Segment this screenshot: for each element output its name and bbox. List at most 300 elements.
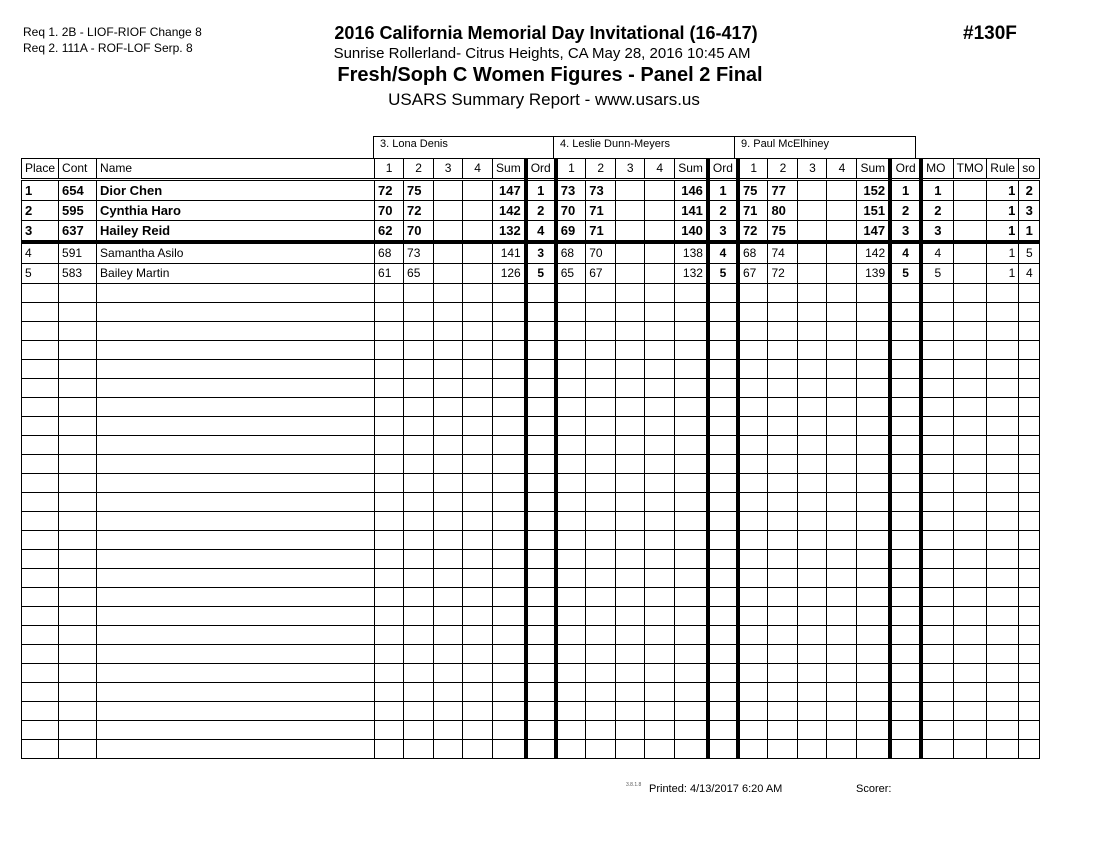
judge1-score4-cell (463, 264, 493, 284)
judge2-ord-cell (708, 740, 738, 759)
rule-cell (987, 303, 1019, 322)
name-cell (97, 721, 375, 740)
table-row (22, 201, 1040, 221)
judge3-score4-cell (827, 264, 857, 284)
empty-row (22, 284, 1040, 303)
cont-cell: 591 (59, 242, 97, 264)
judge2-ord-cell: 2 (708, 201, 738, 221)
mo-cell (921, 379, 953, 398)
judge2-score4-cell (645, 398, 675, 417)
judge2-score2-cell (586, 379, 616, 398)
judge1-score4-cell (463, 455, 493, 474)
place-cell (22, 493, 59, 512)
rule-cell (987, 721, 1019, 740)
judge2-score4-cell (645, 322, 675, 341)
name-cell (97, 550, 375, 569)
judge2-score2-cell (586, 474, 616, 493)
name-cell (97, 702, 375, 721)
judge3-ord-cell (890, 455, 921, 474)
mo-cell (921, 645, 953, 664)
judge2-score1-cell (556, 550, 586, 569)
judge1-ord-cell (526, 455, 556, 474)
col-j2-s1: 1 (556, 159, 586, 180)
judge1-sum-cell: 142 (493, 201, 526, 221)
cont-cell (59, 379, 97, 398)
mo-cell (921, 531, 953, 550)
judge3-sum-cell (857, 455, 890, 474)
empty-row (22, 512, 1040, 531)
empty-row (22, 474, 1040, 493)
judge1-score2-cell (404, 493, 434, 512)
rule-cell (987, 322, 1019, 341)
requirement-1: Req 1. 2B - LIOF-RIOF Change 8 (23, 25, 202, 39)
rule-cell (987, 417, 1019, 436)
judge3-score1-cell: 71 (738, 201, 768, 221)
cont-cell (59, 341, 97, 360)
judge2-ord-cell (708, 303, 738, 322)
judge1-sum-cell (493, 341, 526, 360)
judge3-score1-cell (738, 341, 768, 360)
judge2-score2-cell (586, 645, 616, 664)
judge3-ord-cell (890, 417, 921, 436)
judge3-score1-cell (738, 702, 768, 721)
judge2-score4-cell (645, 721, 675, 740)
judge1-ord-cell: 4 (526, 221, 556, 243)
name-cell (97, 474, 375, 493)
judge2-score3-cell (616, 531, 645, 550)
cont-cell (59, 702, 97, 721)
empty-row (22, 436, 1040, 455)
judge1-ord-cell (526, 512, 556, 531)
judge2-ord-cell (708, 550, 738, 569)
judge1-score1-cell (375, 664, 404, 683)
so-cell (1019, 379, 1040, 398)
judge2-score4-cell (645, 569, 675, 588)
cont-cell: 637 (59, 221, 97, 243)
judge1-score3-cell (434, 341, 463, 360)
judge1-score4-cell (463, 531, 493, 550)
judge3-score3-cell (798, 417, 827, 436)
judge3-sum-cell (857, 379, 890, 398)
judge1-sum-cell (493, 493, 526, 512)
cont-cell (59, 474, 97, 493)
judge1-score2-cell (404, 645, 434, 664)
empty-row (22, 455, 1040, 474)
judge1-ord-cell (526, 721, 556, 740)
place-cell (22, 645, 59, 664)
judge2-score4-cell (645, 683, 675, 702)
place-cell (22, 322, 59, 341)
judge1-score1-cell (375, 360, 404, 379)
judge3-score1-cell (738, 740, 768, 759)
judge1-score3-cell (434, 702, 463, 721)
judge2-ord-cell (708, 322, 738, 341)
judge1-score2-cell: 72 (404, 201, 434, 221)
judge2-score2-cell: 67 (586, 264, 616, 284)
judge1-score4-cell (463, 341, 493, 360)
place-cell (22, 341, 59, 360)
judge2-score1-cell (556, 512, 586, 531)
judge3-score2-cell (768, 702, 798, 721)
col-cont: Cont (59, 159, 97, 180)
judge1-score3-cell (434, 221, 463, 243)
judge1-score2-cell (404, 284, 434, 303)
judge1-sum-cell (493, 436, 526, 455)
judge2-sum-cell (675, 683, 708, 702)
judge3-ord-cell: 5 (890, 264, 921, 284)
judge3-sum-cell (857, 341, 890, 360)
name-cell (97, 284, 375, 303)
judge1-score2-cell (404, 607, 434, 626)
judge3-sum-cell (857, 626, 890, 645)
judge1-score2-cell: 75 (404, 180, 434, 201)
judge3-ord-cell (890, 531, 921, 550)
judge1-ord-cell (526, 436, 556, 455)
mo-cell (921, 436, 953, 455)
judge3-ord-cell (890, 664, 921, 683)
judge3-ord-cell (890, 740, 921, 759)
judge2-score1-cell (556, 379, 586, 398)
judge2-ord-cell (708, 607, 738, 626)
judge2-score1-cell (556, 607, 586, 626)
so-cell (1019, 474, 1040, 493)
judge2-sum-cell (675, 455, 708, 474)
judge2-score3-cell (616, 417, 645, 436)
judge1-ord-cell (526, 379, 556, 398)
name-cell (97, 588, 375, 607)
judge1-ord-cell (526, 341, 556, 360)
so-cell (1019, 436, 1040, 455)
name-cell (97, 360, 375, 379)
judge2-sum-cell (675, 398, 708, 417)
so-cell (1019, 721, 1040, 740)
judge1-score1-cell: 62 (375, 221, 404, 243)
judge2-score3-cell (616, 341, 645, 360)
name-cell (97, 303, 375, 322)
judge3-score4-cell (827, 242, 857, 264)
tmo-cell (953, 588, 987, 607)
judge1-score4-cell (463, 474, 493, 493)
judge2-sum-cell (675, 645, 708, 664)
judge3-sum-cell (857, 683, 890, 702)
rule-cell (987, 607, 1019, 626)
judge1-score4-cell (463, 417, 493, 436)
judge2-score1-cell: 69 (556, 221, 586, 243)
name-cell: Bailey Martin (97, 264, 375, 284)
place-cell (22, 398, 59, 417)
judge3-score2-cell: 72 (768, 264, 798, 284)
judge1-score3-cell (434, 201, 463, 221)
judge3-score2-cell (768, 493, 798, 512)
judge3-score2-cell (768, 322, 798, 341)
so-cell (1019, 702, 1040, 721)
judge3-score2-cell (768, 436, 798, 455)
judge3-score1-cell: 68 (738, 242, 768, 264)
judge1-score1-cell (375, 417, 404, 436)
judge2-sum-cell (675, 303, 708, 322)
judge3-ord-cell (890, 474, 921, 493)
judge2-score3-cell (616, 569, 645, 588)
judge1-score4-cell (463, 512, 493, 531)
mo-cell (921, 322, 953, 341)
judge1-score3-cell (434, 474, 463, 493)
judge2-score3-cell (616, 264, 645, 284)
judge2-score3-cell (616, 493, 645, 512)
judge3-score3-cell (798, 322, 827, 341)
table-row (22, 180, 1040, 201)
empty-row (22, 417, 1040, 436)
judge3-ord-cell (890, 512, 921, 531)
so-cell (1019, 341, 1040, 360)
rule-cell (987, 474, 1019, 493)
judge1-score1-cell (375, 303, 404, 322)
name-cell (97, 417, 375, 436)
mo-cell (921, 493, 953, 512)
judge2-sum-cell (675, 531, 708, 550)
judge1-sum-cell (493, 474, 526, 493)
judge2-score4-cell (645, 436, 675, 455)
judge1-score3-cell (434, 455, 463, 474)
so-cell (1019, 322, 1040, 341)
judge1-score1-cell (375, 626, 404, 645)
judge2-score1-cell (556, 645, 586, 664)
judge3-score3-cell (798, 436, 827, 455)
judge2-score4-cell (645, 341, 675, 360)
judge2-sum-cell (675, 550, 708, 569)
judge2-sum-cell (675, 474, 708, 493)
judge3-sum-cell (857, 664, 890, 683)
judge1-score3-cell (434, 531, 463, 550)
judge1-score2-cell (404, 721, 434, 740)
so-cell (1019, 398, 1040, 417)
header-row (22, 159, 1040, 180)
printed-timestamp: Printed: 4/13/2017 6:20 AM (649, 783, 783, 795)
judge3-score3-cell (798, 531, 827, 550)
judge3-score3-cell (798, 303, 827, 322)
judge3-ord-cell: 4 (890, 242, 921, 264)
table-row (22, 264, 1040, 284)
judge2-ord-cell: 3 (708, 221, 738, 243)
judge2-score3-cell (616, 284, 645, 303)
judge1-score3-cell (434, 645, 463, 664)
judge1-ord-cell: 1 (526, 180, 556, 201)
judge2-score1-cell (556, 284, 586, 303)
judge1-score3-cell (434, 626, 463, 645)
judge2-score4-cell (645, 588, 675, 607)
judge3-score3-cell (798, 264, 827, 284)
judge1-score1-cell (375, 607, 404, 626)
judge3-score1-cell (738, 531, 768, 550)
judge2-score1-cell (556, 474, 586, 493)
judge2-ord-cell (708, 645, 738, 664)
rule-cell (987, 683, 1019, 702)
name-cell (97, 626, 375, 645)
judge1-score2-cell (404, 569, 434, 588)
judge1-score3-cell (434, 284, 463, 303)
name-cell (97, 740, 375, 759)
judge3-score4-cell (827, 436, 857, 455)
judge2-sum-cell (675, 322, 708, 341)
judge1-ord-cell (526, 493, 556, 512)
so-cell: 5 (1019, 242, 1040, 264)
judge1-sum-cell (493, 512, 526, 531)
judge3-score4-cell (827, 569, 857, 588)
judge2-score3-cell (616, 740, 645, 759)
tmo-cell (953, 569, 987, 588)
judge2-sum-cell (675, 721, 708, 740)
judge2-sum-cell (675, 569, 708, 588)
judge3-score1-cell (738, 322, 768, 341)
so-cell (1019, 664, 1040, 683)
col-j3-s3: 3 (798, 159, 827, 180)
judge3-score2-cell (768, 398, 798, 417)
judge2-score4-cell (645, 417, 675, 436)
judge2-score4-cell (645, 550, 675, 569)
judge2-ord-cell (708, 569, 738, 588)
judge1-score3-cell (434, 550, 463, 569)
judge2-score4-cell (645, 242, 675, 264)
judge3-score4-cell (827, 664, 857, 683)
place-cell (22, 569, 59, 588)
judge2-score1-cell (556, 569, 586, 588)
judge3-score3-cell (798, 683, 827, 702)
judge1-score3-cell (434, 569, 463, 588)
col-j1-s1: 1 (375, 159, 404, 180)
name-cell (97, 493, 375, 512)
empty-row (22, 607, 1040, 626)
judge2-score3-cell (616, 221, 645, 243)
rule-cell (987, 531, 1019, 550)
tmo-cell (953, 264, 987, 284)
judge1-sum-cell (493, 721, 526, 740)
judge1-score4-cell (463, 740, 493, 759)
judge2-score3-cell (616, 512, 645, 531)
judge3-score2-cell (768, 303, 798, 322)
judge3-sum-cell (857, 417, 890, 436)
judge1-score1-cell: 70 (375, 201, 404, 221)
judge1-score3-cell (434, 436, 463, 455)
judge1-ord-cell (526, 588, 556, 607)
judge1-sum-cell (493, 683, 526, 702)
empty-row (22, 721, 1040, 740)
judge2-sum-cell (675, 626, 708, 645)
judge1-score1-cell: 68 (375, 242, 404, 264)
judge2-score1-cell: 65 (556, 264, 586, 284)
judge3-score3-cell (798, 341, 827, 360)
judge3-score3-cell (798, 664, 827, 683)
empty-row (22, 531, 1040, 550)
judge2-sum-cell (675, 512, 708, 531)
cont-cell (59, 645, 97, 664)
judge3-sum-cell: 147 (857, 221, 890, 243)
mo-cell (921, 721, 953, 740)
judge3-score4-cell (827, 588, 857, 607)
name-cell (97, 531, 375, 550)
so-cell: 3 (1019, 201, 1040, 221)
judge2-score4-cell (645, 493, 675, 512)
cont-cell (59, 360, 97, 379)
judge2-score1-cell: 73 (556, 180, 586, 201)
judge2-score2-cell (586, 455, 616, 474)
judge1-score2-cell (404, 322, 434, 341)
judge2-score4-cell (645, 645, 675, 664)
judge3-score3-cell (798, 702, 827, 721)
tmo-cell (953, 512, 987, 531)
rule-cell: 1 (987, 242, 1019, 264)
judge2-sum-cell (675, 436, 708, 455)
tmo-cell (953, 322, 987, 341)
judge1-ord-cell: 3 (526, 242, 556, 264)
judge2-score2-cell: 73 (586, 180, 616, 201)
judge3-score1-cell: 67 (738, 264, 768, 284)
judge2-score2-cell (586, 436, 616, 455)
judge1-score1-cell (375, 512, 404, 531)
judge1-sum-cell (493, 379, 526, 398)
judge3-score4-cell (827, 550, 857, 569)
judge2-score2-cell (586, 588, 616, 607)
judge1-score1-cell (375, 550, 404, 569)
judge1-score2-cell (404, 740, 434, 759)
judge2-score1-cell: 68 (556, 242, 586, 264)
empty-row (22, 626, 1040, 645)
judge2-score3-cell (616, 683, 645, 702)
judge3-sum-cell (857, 322, 890, 341)
col-j1-s2: 2 (404, 159, 434, 180)
col-j2-ord: Ord (708, 159, 738, 180)
so-cell: 4 (1019, 264, 1040, 284)
judge3-score1-cell (738, 360, 768, 379)
judge1-sum-cell: 132 (493, 221, 526, 243)
judge1-sum-cell (493, 360, 526, 379)
judge3-score1-cell: 72 (738, 221, 768, 243)
judge1-score3-cell (434, 180, 463, 201)
judge2-score2-cell (586, 360, 616, 379)
judge3-score4-cell (827, 221, 857, 243)
tmo-cell (953, 242, 987, 264)
judge3-score1-cell (738, 417, 768, 436)
judge3-ord-cell (890, 284, 921, 303)
judge3-score1-cell (738, 683, 768, 702)
judge3-ord-cell (890, 303, 921, 322)
event-title: Fresh/Soph C Women Figures - Panel 2 Final (337, 64, 763, 86)
judge1-score3-cell (434, 683, 463, 702)
judge3-score4-cell (827, 417, 857, 436)
so-cell (1019, 512, 1040, 531)
mo-cell (921, 284, 953, 303)
judge2-ord-cell (708, 702, 738, 721)
judge2-score1-cell (556, 740, 586, 759)
judge1-score4-cell (463, 721, 493, 740)
mo-cell: 4 (921, 242, 953, 264)
judge1-sum-cell: 141 (493, 242, 526, 264)
tmo-cell (953, 436, 987, 455)
judge3-score1-cell (738, 588, 768, 607)
judge1-score2-cell (404, 702, 434, 721)
judge2-ord-cell (708, 493, 738, 512)
judge2-score3-cell (616, 398, 645, 417)
judge1-score4-cell (463, 201, 493, 221)
judge1-ord-cell (526, 474, 556, 493)
judge3-ord-cell (890, 398, 921, 417)
judge3-score3-cell (798, 607, 827, 626)
judge3-score2-cell (768, 588, 798, 607)
judge1-ord-cell: 2 (526, 201, 556, 221)
judge1-score4-cell (463, 493, 493, 512)
judge3-score3-cell (798, 284, 827, 303)
requirement-2: Req 2. 111A - ROF-LOF Serp. 8 (23, 41, 193, 55)
judge2-score4-cell (645, 740, 675, 759)
tmo-cell (953, 626, 987, 645)
